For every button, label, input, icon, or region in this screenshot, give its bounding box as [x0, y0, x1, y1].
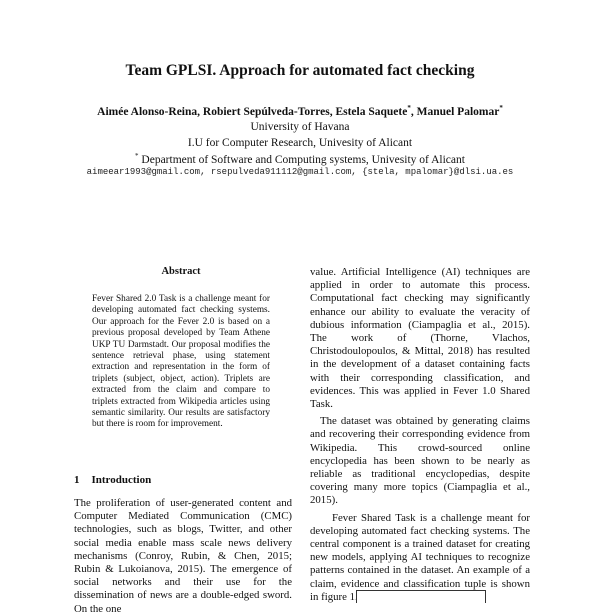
affiliation-dept: [0, 152, 600, 166]
right-column: [310, 266, 530, 604]
author-list: [0, 104, 600, 118]
paper-title: Team GPLSI. Approach for automated fact checking: [125, 62, 475, 79]
paragraph: The dataset was obtained by generating claims and recovering their corresponding evidence from Wikipedia. This crowd-sourced online encyclopedia has been shown to be nearly as reliable as traditional encyclopedias, despite covering many more topics (Ciampaglia et al., 2015).: [310, 415, 530, 507]
affiliation-iucr: I.U for Computer Research, Univesity of Alicant: [187, 137, 413, 149]
affiliation-havana: University of Havana: [250, 121, 350, 133]
figure-1-frame: [356, 590, 486, 603]
paragraph: value. Artificial Intelligence (AI) techniques are applied in order to automate this process. Computational fact checking may significantly enhance our ability to evaluate the veracity of dubious information (Ciampaglia et al., 2015). The work of (Thorne, Vlachos, Christodoulopoulos, & Mittal, 2018) has resulted in the development of a dataset containing facts with their corresponding classification, and evidences. This was applied in Fever 1.0 Shared Task.: [310, 266, 530, 411]
section-heading-introduction: [74, 474, 151, 486]
affiliation-mark: *: [407, 104, 411, 112]
author-last: Manuel Palomar: [416, 105, 500, 118]
affiliation-mark: *: [499, 104, 503, 112]
paragraph: Fever Shared Task is a challenge meant for developing automated fact checking systems. The central component is a trained dataset for creating new models, applying AI techniques to recognize patterns contained in the dataset. An example of a claim, evidence and classification tuple is shown in figure 1.: [310, 511, 530, 603]
author-names: Aimée Alonso-Reina, Robiert Sepúlveda-Torres, Estela Saquete: [97, 105, 408, 118]
abstract-body: Fever Shared 2.0 Task is a challenge meant for developing automated fact checking systems. Our approach for the Fever 2.0 is based on a previous proposal developed by Team Athene UKP TU Darmstadt. Our proposal modifies the sentence retrieval phase, using statement extraction and representation in the form of triplets (subject, object, action). Triplets are extracted from the claim and compare to triplets extracted from Wikipedia articles using semantic similarity. Our results are satisfactory but there is room for improvement.: [92, 294, 270, 430]
abstract-heading: Abstract: [161, 266, 201, 277]
affiliation-dept-text: Department of Software and Computing systems, Univesity of Alicant: [141, 153, 465, 166]
section-number: 1: [74, 474, 80, 486]
affiliation-mark: *: [135, 152, 139, 160]
author-emails: aimeear1993@gmail.com, rsepulveda911112@gmail.com, {stela, mpalomar}@dlsi.ua.es: [86, 167, 514, 177]
author-separator: ,: [410, 105, 417, 118]
section-title: Introduction: [91, 474, 152, 486]
introduction-left-column: The proliferation of user-generated content and Computer Mediated Communication (CMC) technologies, such as blogs, Twitter, and other social media enable mass scale news delivery mechanisms (Conroy, Rubin, & Chen, 2015; Rubin & Lukoianova, 2015). The emergence of social networks and their use for the dissemination of news are a double-edged sword. On the one: [74, 497, 292, 615]
